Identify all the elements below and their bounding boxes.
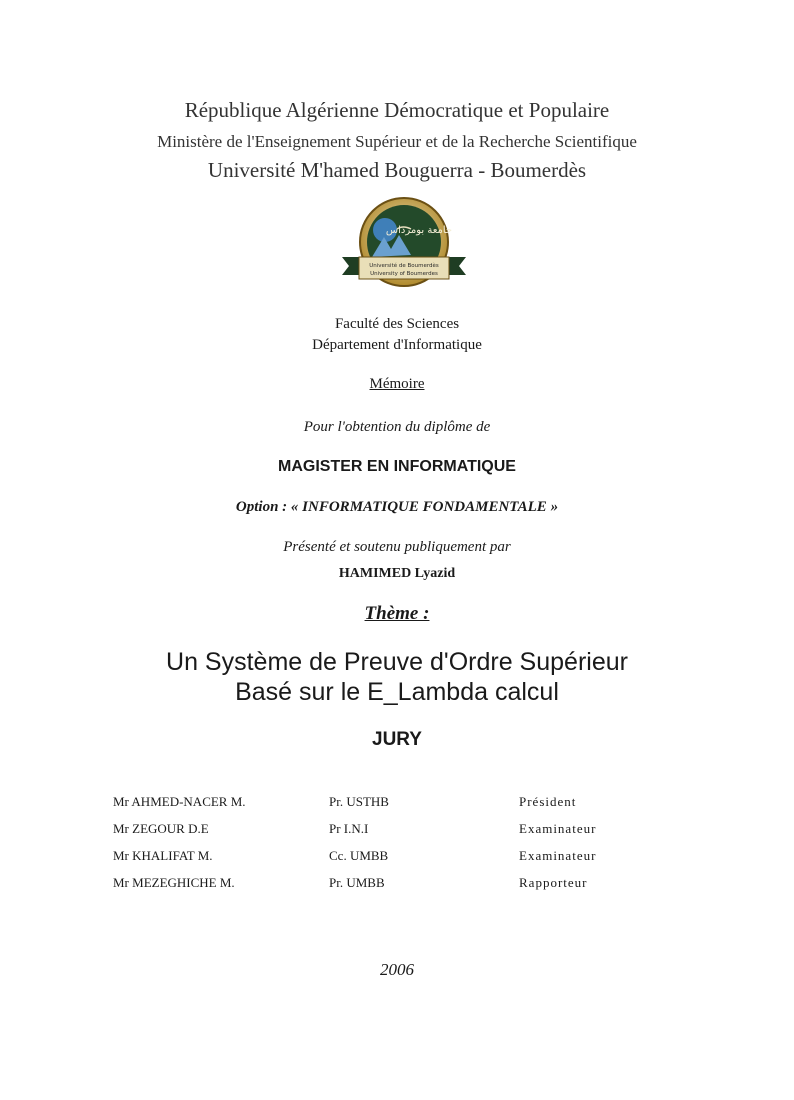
jury-member-affiliation: Pr. UMBB [329, 875, 385, 890]
university-heading: Université M'hamed Bouguerra - Boumerdès [207, 158, 587, 182]
logo-ribbon-line1: Université de Boumerdès [369, 263, 439, 269]
degree-title: MAGISTER EN INFORMATIQUE [278, 458, 516, 475]
thesis-title-line1: Un Système de Preuve d'Ordre Supérieur [166, 648, 628, 676]
jury-member-role: Examinateur [519, 848, 597, 863]
jury-member-name: Mr AHMED-NACER M. [113, 794, 246, 809]
republic-heading: République Algérienne Démocratique et Populaire [184, 98, 610, 122]
ministry-heading: Ministère de l'Enseignement Supérieur et de la Recherche Scientifique [157, 132, 637, 151]
thesis-title-line2: Basé sur le E_Lambda calcul [235, 678, 559, 706]
logo-arabic-text: جامعة بومرداس [385, 225, 453, 236]
jury-member-name: Mr MEZEGHICHE M. [113, 875, 235, 890]
jury-member-affiliation: Cc. UMBB [329, 848, 389, 863]
jury-member-role: Rapporteur [519, 875, 588, 890]
jury-member-affiliation: Pr I.N.I [329, 821, 369, 836]
theme-label: Thème : [364, 603, 430, 624]
logo-ribbon-line2: University of Boumerdes [370, 271, 438, 277]
jury-member-name: Mr ZEGOUR D.E [113, 821, 209, 836]
faculty-name: Faculté des Sciences [334, 316, 460, 332]
department-name: Département d'Informatique [312, 337, 482, 353]
degree-purpose: Pour l'obtention du diplôme de [303, 419, 491, 435]
jury-member-role: Président [519, 794, 577, 809]
jury-member-name: Mr KHALIFAT M. [113, 848, 213, 863]
jury-member-role: Examinateur [519, 821, 597, 836]
author-name: HAMIMED Lyazid [338, 566, 456, 581]
jury-member-affiliation: Pr. USTHB [329, 794, 389, 809]
jury-heading: JURY [372, 729, 422, 750]
presented-by: Présenté et soutenu publiquement par [283, 539, 511, 555]
document-type: Mémoire [369, 376, 425, 392]
university-logo [339, 197, 469, 297]
year: 2006 [380, 960, 414, 979]
degree-option: Option : « INFORMATIQUE FONDAMENTALE » [235, 499, 559, 515]
